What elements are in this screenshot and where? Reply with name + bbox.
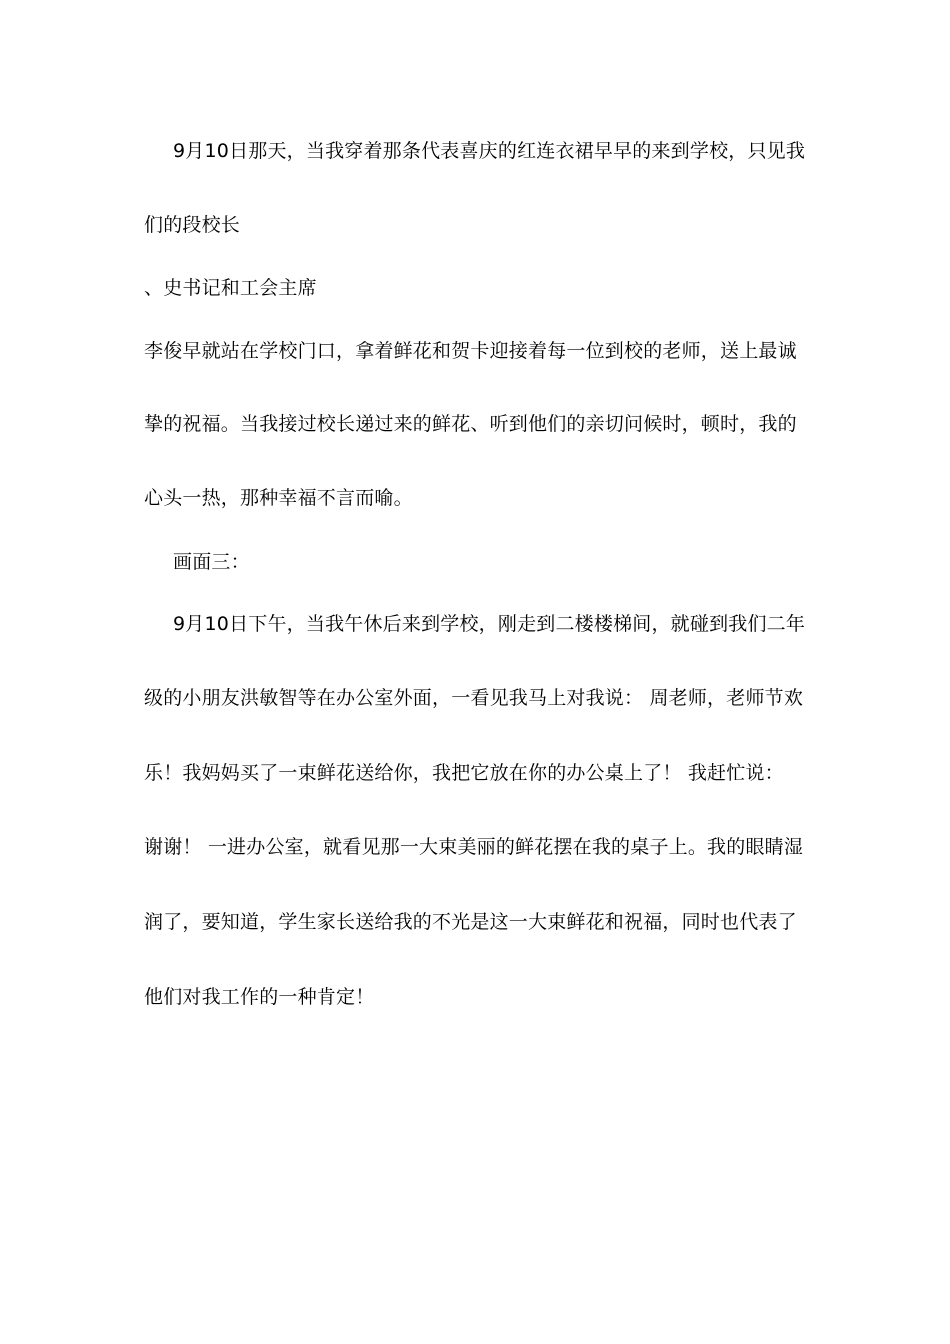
paragraph-line: 乐！我妈妈买了一束鲜花送给你，我把它放在你的办公桌上了！ 我赶忙说：: [144, 762, 784, 784]
paragraph-line: 9月10日那天，当我穿着那条代表喜庆的红连衣裙早早的来到学校，只见我: [173, 140, 806, 162]
paragraph-line: 们的段校长: [144, 214, 241, 236]
paragraph-line: 级的小朋友洪敏智等在办公室外面，一看见我马上对我说： 周老师，老师节欢: [144, 687, 804, 709]
section-heading: 画面三：: [173, 551, 250, 573]
paragraph-line: 润了，要知道，学生家长送给我的不光是这一大束鲜花和祝福，同时也代表了: [144, 911, 797, 933]
paragraph-line: 谢谢！ 一进办公室，就看见那一大束美丽的鲜花摆在我的桌子上。我的眼睛湿: [144, 836, 804, 858]
paragraph-line: 心头一热，那种幸福不言而喻。: [144, 487, 413, 509]
paragraph-line: 9月10日下午，当我午休后来到学校，刚走到二楼楼梯间，就碰到我们二年: [173, 613, 806, 635]
paragraph-line: 、史书记和工会主席: [144, 277, 317, 299]
paragraph-line: 挚的祝福。当我接过校长递过来的鲜花、听到他们的亲切问候时，顿时，我的: [144, 413, 797, 435]
paragraph-line: 李俊早就站在学校门口，拿着鲜花和贺卡迎接着每一位到校的老师，送上最诚: [144, 340, 797, 362]
paragraph-line: 他们对我工作的一种肯定！: [144, 986, 375, 1008]
